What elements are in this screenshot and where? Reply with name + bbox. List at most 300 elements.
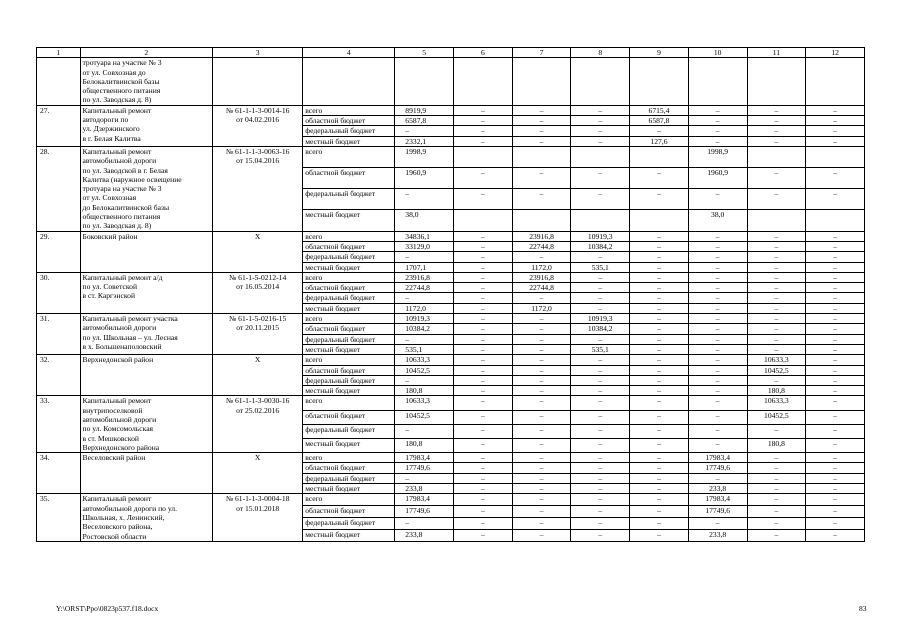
amount-cell: – [571, 252, 630, 262]
amount-cell: – [512, 116, 571, 126]
amount-cell: – [688, 272, 747, 282]
amount-cell: – [747, 262, 806, 272]
amount-cell: – [630, 241, 689, 251]
amount-cell: – [512, 252, 571, 262]
amount-cell: – [454, 136, 513, 146]
amount-cell: – [571, 463, 630, 473]
amount-cell: – [630, 344, 689, 354]
document-ref [213, 231, 303, 272]
amount-cell: – [630, 252, 689, 262]
object-name-line: в г. Белая Калитва [82, 133, 141, 143]
amount-cell: – [630, 484, 689, 494]
amount-cell: – [806, 303, 865, 313]
amount-cell: – [512, 126, 571, 136]
column-number: 12 [806, 48, 865, 58]
amount-cell: – [512, 365, 571, 375]
object-name-line: по ул. Заводская д. 8) [82, 95, 152, 105]
amount-cell: – [747, 506, 806, 518]
funding-source: всего [303, 453, 395, 463]
amount-cell: – [688, 518, 747, 530]
object-name [80, 314, 213, 355]
amount-cell: – [571, 126, 630, 136]
amount-cell: – [688, 252, 747, 262]
amount-cell [806, 210, 865, 231]
row-number [37, 58, 81, 105]
amount-cell: – [571, 303, 630, 313]
object-name-line: по ул. Комсомольская [82, 424, 154, 434]
amount-cell: – [630, 438, 689, 452]
object-name-line: автомобильной дороги [82, 414, 157, 424]
amount-cell: – [747, 126, 806, 136]
amount-cell [571, 210, 630, 231]
amount-cell: – [747, 463, 806, 473]
amount-cell: – [747, 314, 806, 324]
amount-cell: 34836,1 [395, 231, 454, 241]
amount-cell: – [395, 375, 454, 385]
amount-cell: – [512, 494, 571, 506]
column-number: 1 [37, 48, 81, 58]
object-name-line: до Белокалитвинской базы [82, 202, 170, 212]
amount-cell: – [806, 272, 865, 282]
empty-cell [303, 58, 395, 105]
amount-cell: – [806, 116, 865, 126]
amount-cell: 17749,6 [688, 506, 747, 518]
amount-cell: 38,0 [395, 210, 454, 231]
amount-cell: – [630, 314, 689, 324]
table-row [37, 272, 865, 282]
object-name-line: по ул. Школьная – ул. Лесная [82, 332, 178, 342]
amount-cell: – [454, 473, 513, 483]
document-ref [213, 396, 303, 453]
document-ref [213, 146, 303, 231]
object-name-line: тротуара на участке № 3 [82, 184, 162, 194]
funding-source: местный бюджет [303, 344, 395, 354]
amount-cell: – [571, 410, 630, 424]
amount-cell: 23916,8 [395, 272, 454, 282]
amount-cell: – [630, 375, 689, 385]
amount-cell: – [630, 506, 689, 518]
amount-cell: – [630, 303, 689, 313]
funding-source: областной бюджет [303, 283, 395, 293]
amount-cell: 10633,3 [747, 355, 806, 365]
amount-cell: – [395, 252, 454, 262]
amount-cell: – [747, 484, 806, 494]
document-line: № 61-1-5-0216-15 [229, 314, 287, 324]
funding-source: всего [303, 314, 395, 324]
amount-cell: – [512, 334, 571, 344]
amount-cell: – [688, 189, 747, 210]
document-ref [213, 105, 303, 146]
amount-cell: – [454, 355, 513, 365]
amount-cell: 8919,9 [395, 105, 454, 115]
budget-table [36, 47, 865, 542]
amount-cell: – [688, 241, 747, 251]
object-name-line: в ст. Каргэнской [82, 291, 136, 301]
amount-cell: 6587,8 [630, 116, 689, 126]
amount-cell: – [806, 283, 865, 293]
amount-cell: – [688, 231, 747, 241]
amount-cell: – [512, 344, 571, 354]
amount-cell: – [688, 116, 747, 126]
amount-cell: – [571, 375, 630, 385]
amount-cell: – [806, 484, 865, 494]
amount-cell: – [395, 293, 454, 303]
amount-cell [630, 146, 689, 167]
funding-source: федеральный бюджет [303, 293, 395, 303]
table-row [37, 146, 865, 167]
amount-cell: 127,6 [630, 136, 689, 146]
funding-source: федеральный бюджет [303, 473, 395, 483]
object-name [80, 105, 213, 146]
amount-cell: – [688, 396, 747, 410]
amount-cell: – [512, 168, 571, 189]
document-line: № 61-1-1-3-0004-18 [225, 494, 290, 504]
amount-cell: – [571, 136, 630, 146]
row-number: 29. [37, 231, 81, 272]
amount-cell: – [806, 105, 865, 115]
document-line: Х [254, 231, 261, 241]
amount-cell: – [630, 189, 689, 210]
amount-cell: – [454, 365, 513, 375]
row-number: 35. [37, 494, 81, 541]
amount-cell: – [747, 283, 806, 293]
amount-cell: – [571, 355, 630, 365]
object-name-line: Верхнедонской район [82, 355, 154, 365]
amount-cell: 535,1 [571, 344, 630, 354]
amount-cell: 38,0 [688, 210, 747, 231]
amount-cell: – [806, 473, 865, 483]
amount-cell: – [630, 424, 689, 438]
amount-cell: – [806, 529, 865, 541]
object-name-line: Боковский район [82, 231, 138, 241]
page-number: 83 [859, 604, 867, 613]
document-ref [213, 453, 303, 494]
amount-cell: 17983,4 [688, 453, 747, 463]
amount-cell: – [571, 168, 630, 189]
amount-cell: – [512, 518, 571, 530]
object-name [80, 272, 213, 313]
funding-source: местный бюджет [303, 262, 395, 272]
amount-cell: – [630, 334, 689, 344]
amount-cell: – [512, 293, 571, 303]
amount-cell: – [688, 314, 747, 324]
amount-cell: 180,8 [747, 438, 806, 452]
empty-cell [747, 58, 806, 105]
amount-cell: – [454, 453, 513, 463]
amount-cell: 180,8 [395, 438, 454, 452]
amount-cell: – [806, 262, 865, 272]
amount-cell: – [688, 293, 747, 303]
row-number: 27. [37, 105, 81, 146]
amount-cell: – [747, 334, 806, 344]
funding-source: областной бюджет [303, 410, 395, 424]
amount-cell: 10384,2 [571, 241, 630, 251]
amount-cell: 180,8 [395, 386, 454, 396]
object-name-line: Капитальный ремонт [82, 494, 152, 504]
amount-cell: 22744,8 [512, 283, 571, 293]
amount-cell: 1960,9 [395, 168, 454, 189]
column-number: 3 [213, 48, 303, 58]
funding-source: всего [303, 231, 395, 241]
object-name-line: Капитальный ремонт [82, 146, 152, 156]
table-row [37, 453, 865, 463]
amount-cell: 23916,8 [512, 272, 571, 282]
amount-cell: – [688, 365, 747, 375]
amount-cell: – [454, 283, 513, 293]
amount-cell: – [454, 189, 513, 210]
amount-cell: – [454, 463, 513, 473]
amount-cell: 233,8 [688, 484, 747, 494]
amount-cell: 1172,0 [395, 303, 454, 313]
table-row [37, 355, 865, 365]
amount-cell: 6715,4 [630, 105, 689, 115]
amount-cell: – [454, 262, 513, 272]
funding-source: всего [303, 355, 395, 365]
amount-cell: – [806, 438, 865, 452]
column-number: 4 [303, 48, 395, 58]
document-line: от 04.02.2016 [236, 115, 280, 125]
amount-cell: – [454, 375, 513, 385]
document-line: от 15.04.2016 [236, 156, 280, 166]
amount-cell: – [806, 506, 865, 518]
amount-cell: – [630, 272, 689, 282]
row-number: 34. [37, 453, 81, 494]
amount-cell: – [688, 438, 747, 452]
funding-source: всего [303, 146, 395, 167]
amount-cell: – [512, 410, 571, 424]
amount-cell: – [688, 334, 747, 344]
amount-cell: – [454, 344, 513, 354]
amount-cell: – [630, 386, 689, 396]
amount-cell: 10384,2 [571, 324, 630, 334]
amount-cell: – [688, 126, 747, 136]
object-name [80, 494, 213, 541]
amount-cell: 22744,8 [512, 241, 571, 251]
amount-cell: – [395, 473, 454, 483]
amount-cell: – [630, 473, 689, 483]
amount-cell: – [747, 344, 806, 354]
amount-cell: – [630, 168, 689, 189]
amount-cell: – [688, 410, 747, 424]
amount-cell: 10633,3 [395, 396, 454, 410]
funding-source: местный бюджет [303, 484, 395, 494]
amount-cell: – [630, 494, 689, 506]
amount-cell: – [571, 365, 630, 375]
amount-cell: – [454, 105, 513, 115]
amount-cell: – [454, 484, 513, 494]
amount-cell: – [747, 324, 806, 334]
funding-source: областной бюджет [303, 463, 395, 473]
amount-cell: – [454, 396, 513, 410]
funding-source: местный бюджет [303, 386, 395, 396]
amount-cell: – [571, 518, 630, 530]
amount-cell: – [454, 314, 513, 324]
amount-cell [630, 210, 689, 231]
column-number: 9 [630, 48, 689, 58]
funding-source: всего [303, 272, 395, 282]
amount-cell: 33129,0 [395, 241, 454, 251]
object-name-line: Верхнедонского района [82, 442, 160, 452]
amount-cell: – [454, 231, 513, 241]
funding-source: местный бюджет [303, 303, 395, 313]
amount-cell: – [512, 105, 571, 115]
amount-cell: 535,1 [571, 262, 630, 272]
amount-cell [512, 210, 571, 231]
object-name-line: внутрипоселковой [82, 405, 143, 415]
amount-cell: – [395, 126, 454, 136]
funding-source: всего [303, 494, 395, 506]
amount-cell: – [512, 453, 571, 463]
document-line: от 25.02.2016 [236, 405, 280, 415]
amount-cell: 1998,9 [395, 146, 454, 167]
document-line: № 61-1-1-3-0063-16 [225, 146, 290, 156]
funding-source: областной бюджет [303, 324, 395, 334]
amount-cell: – [454, 272, 513, 282]
amount-cell: – [454, 293, 513, 303]
funding-source: федеральный бюджет [303, 189, 395, 210]
funding-source: областной бюджет [303, 365, 395, 375]
amount-cell: – [512, 529, 571, 541]
amount-cell: – [454, 438, 513, 452]
object-name-line: общественного питания [82, 86, 161, 96]
funding-source: федеральный бюджет [303, 375, 395, 385]
amount-cell: 10452,5 [395, 410, 454, 424]
amount-cell: – [571, 386, 630, 396]
object-name [80, 58, 213, 105]
amount-cell: – [806, 293, 865, 303]
object-name [80, 355, 213, 396]
amount-cell: – [571, 283, 630, 293]
object-name-line: автодороги по [82, 115, 129, 125]
amount-cell: – [454, 241, 513, 251]
object-name-line: в ст. Мешковской [82, 433, 139, 443]
empty-cell [688, 58, 747, 105]
column-number: 11 [747, 48, 806, 58]
amount-cell: – [454, 324, 513, 334]
amount-cell: – [571, 484, 630, 494]
amount-cell: 1707,1 [395, 262, 454, 272]
amount-cell: – [512, 375, 571, 385]
amount-cell: – [630, 283, 689, 293]
amount-cell: – [395, 424, 454, 438]
amount-cell: – [747, 473, 806, 483]
empty-cell [571, 58, 630, 105]
row-number: 33. [37, 396, 81, 453]
amount-cell: – [454, 529, 513, 541]
amount-cell: – [454, 518, 513, 530]
object-name-line: тротуара на участке № 3 [82, 58, 162, 68]
object-name-line: по ул. Заводской в г. Белая [82, 165, 168, 175]
object-name-line: Капитальный ремонт участка [82, 314, 178, 324]
amount-cell: – [806, 324, 865, 334]
amount-cell: – [806, 344, 865, 354]
object-name-line: Белокалитвинской базы [82, 76, 160, 86]
object-name [80, 453, 213, 494]
amount-cell: 233,8 [688, 529, 747, 541]
row-number: 30. [37, 272, 81, 313]
amount-cell: – [571, 473, 630, 483]
table-row [37, 231, 865, 241]
amount-cell: – [688, 355, 747, 365]
object-name-line: от ул. Совхозная до [82, 67, 146, 77]
amount-cell: – [571, 189, 630, 210]
funding-source: местный бюджет [303, 529, 395, 541]
amount-cell: – [747, 116, 806, 126]
amount-cell: – [747, 375, 806, 385]
amount-cell: – [512, 484, 571, 494]
amount-cell: – [806, 126, 865, 136]
amount-cell: – [454, 334, 513, 344]
object-name-line: Веселовского района, [82, 522, 153, 532]
funding-source: федеральный бюджет [303, 424, 395, 438]
amount-cell: 535,1 [395, 344, 454, 354]
amount-cell: 10452,5 [395, 365, 454, 375]
amount-cell: – [571, 506, 630, 518]
amount-cell: – [747, 241, 806, 251]
amount-cell: – [806, 424, 865, 438]
amount-cell: – [512, 506, 571, 518]
amount-cell: – [747, 424, 806, 438]
object-name-line: по ул. Советской [82, 282, 138, 292]
funding-source: областной бюджет [303, 168, 395, 189]
amount-cell [747, 146, 806, 167]
amount-cell: 17983,4 [395, 494, 454, 506]
amount-cell: – [512, 386, 571, 396]
object-name-line: общественного питания [82, 212, 161, 222]
amount-cell: – [688, 105, 747, 115]
amount-cell: – [747, 231, 806, 241]
amount-cell: – [806, 168, 865, 189]
file-path: Y:\ORST\Ppo\0823p537.f18.docx [56, 604, 159, 613]
row-number: 28. [37, 146, 81, 231]
amount-cell: – [571, 438, 630, 452]
amount-cell: – [395, 189, 454, 210]
document-line: № 61-1-1-3-0030-16 [225, 396, 290, 406]
object-name-line: Капитальный ремонт а/д [82, 272, 163, 282]
funding-source: местный бюджет [303, 210, 395, 231]
object-name-line: ул. Дзержинского [82, 124, 140, 134]
amount-cell [806, 146, 865, 167]
amount-cell: – [688, 424, 747, 438]
funding-source: местный бюджет [303, 136, 395, 146]
amount-cell: – [688, 473, 747, 483]
document-line: № 61-1-1-3-0014-16 [225, 105, 290, 115]
amount-cell: 10919,3 [395, 314, 454, 324]
amount-cell: – [747, 252, 806, 262]
document-ref [213, 494, 303, 541]
amount-cell: – [571, 116, 630, 126]
amount-cell: 1172,0 [512, 262, 571, 272]
object-name-line: Веселовский район [82, 453, 146, 463]
amount-cell: – [512, 314, 571, 324]
amount-cell: – [630, 365, 689, 375]
amount-cell [454, 146, 513, 167]
object-name-line: Капитальный ремонт [82, 105, 152, 115]
amount-cell: – [688, 324, 747, 334]
continuation-row [37, 58, 865, 105]
amount-cell: 17749,6 [688, 463, 747, 473]
amount-cell: – [630, 324, 689, 334]
object-name-line: автомобильной дороги по ул. [82, 503, 177, 513]
amount-cell: – [747, 272, 806, 282]
amount-cell: – [454, 506, 513, 518]
amount-cell: – [688, 136, 747, 146]
amount-cell: – [571, 105, 630, 115]
document-line: от 15.01.2018 [236, 503, 280, 513]
amount-cell: – [512, 463, 571, 473]
document-line: № 61-1-5-0212-14 [229, 272, 287, 282]
amount-cell: – [747, 189, 806, 210]
